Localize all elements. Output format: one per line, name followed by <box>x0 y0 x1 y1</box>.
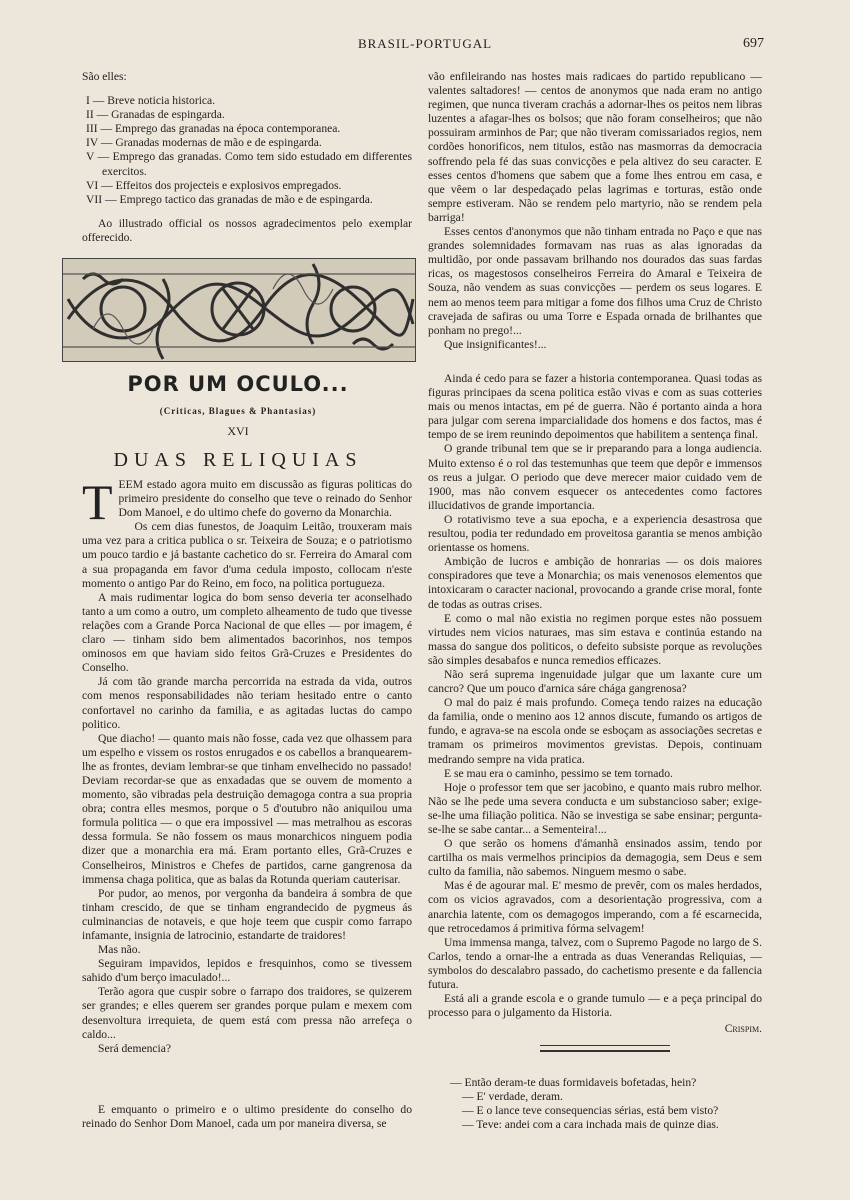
article-number: XVI <box>227 424 249 438</box>
article-paragraph: Terão agora que cuspir sobre o farrapo dos traidores, se quizerem ser grandes; e elles querem ser grandes porque pulam e mexem com desenvoltura irrequieta, de quem está com pressa não arrefeça o caldo... <box>82 985 412 1041</box>
article-paragraph: Mas não. <box>98 943 141 957</box>
separator-rule <box>540 1050 670 1052</box>
joke-line: — Teve: andei com a cara inchada mais de quinze dias. <box>462 1118 719 1132</box>
article-paragraph: Ainda é cedo para se fazer a historia contemporanea. Quasi todas as figuras principaes da scena politica estão vivas e com as suas cotteries mais ou menos intactas, em pé de guerra. Não é portanto ainda a hora para julgar com serena imparcialidade dos homens e dos factos, mas é tempo de se irem reunindo depoimentos que habilitem a sentença final. <box>428 372 762 442</box>
article-paragraph: O que serão os homens d'ámanhã ensinados assim, tendo por cartilha os mais vermelhos principios da demagogia, sem Deus e sem culto da familia, não sabemos. Ninguem mesmo o sabe. <box>428 837 762 879</box>
joke-line: — Então deram-te duas formidaveis bofetadas, hein? <box>450 1076 697 1089</box>
article-paragraph: Não será suprema ingenuidade julgar que um laxante cure um cancro? Que um pouco d'arnica sáre chága gangrenosa? <box>428 667 762 696</box>
ornament-banner <box>62 258 416 362</box>
contents-item: IV — Granadas modernas de mão e de espingarda. <box>86 136 322 150</box>
article-paragraph: Uma immensa manga, talvez, com o Supremo Pagode no largo de S. Carlos, tendo a ornar-lhe a entrada as duas Venerandas Reliquias, — symbolos do descalabro passado, do cachetismo presente e da fallencia futura. <box>428 935 762 992</box>
article-paragraph: Ambição de lucros e ambição de honrarias — os dois maiores conspiradores que teve a Monarchia; os mais venenosos elementos que intoxicaram o caracter nacional, provocando a grande crise moral, fonte de todas as outras crises. <box>428 555 762 611</box>
article-paragraph: Por pudor, ao menos, por vergonha da bandeira á sombra de que tinham crescido, de que se tinham engrandecido de pygmeus ás culminancias de notaveis, e que hoje teem que cuspir como farrapo infamante, insignia de latrocinio, estandarte de traidores! <box>82 886 412 942</box>
drop-cap: T <box>82 474 113 530</box>
article-paragraph: Que insignificantes!... <box>444 337 547 351</box>
contents-item: I — Breve noticia historica. <box>86 94 216 108</box>
joke-line: — E' verdade, deram. <box>462 1090 563 1104</box>
journal-title: BRASIL-PORTUGAL <box>357 36 493 51</box>
article-paragraph: Já com tão grande marcha percorrida na estrada da vida, outros com menos responsabilidades não teriam hesitado entre o canto confortavel no carinho da familia, e as agitadas luctas do campo politico. <box>82 675 412 731</box>
article-paragraph: Os cem dias funestos, de Joaquim Leitão, trouxeram mais uma vez para a critica publica o sr. Teixeira de Souza; e o patriotismo um pouco tardio e já bastante cachetico do sr. Ferreira do Amaral com a sua propaganda em favor d'uma cedula imposto, collocam n'este momento o antigo Par do Reino, em foco, na politica portugueza. <box>82 520 412 590</box>
foliage-ornament-icon <box>63 259 415 361</box>
article-paragraph: Que diacho! — quanto mais não fosse, cada vez que olhassem para um espelho e vissem os rostos enrugados e os cabellos a branquearem-lhe as frontes, deviam lembrar-se que tinham envelhecido no passado! Deviam recordar-se que as enxadadas que se ouvem de momento a momento, são vibradas pela destruição demagoga contra a sua propria obra; contra elles mesmos, porque o 5 d'outubro não aniquilou uma formula politica — o que era impossivel — mas metralhou as escoras dessa formula. Se não fossem os maus monarchicos ninguem podia dizer que a monarchia era má. Eram portanto elles, Grã-Cruzes e Conselheiros, Ministros e Chefes de partidos, carne gangrenosa da immensa chaga politica, que as balas da Rotunda queriam cauterisar. <box>82 731 412 886</box>
article-paragraph: O rotativismo teve a sua epocha, e a experiencia desastrosa que resultou, podia ter redundado em proveitosa garantia se menos ambição orientasse os homens. <box>428 512 762 555</box>
first-paragraph: TEEM estado agora muito em discussão as figuras politicas do primeiro presidente do conselho que teve o reinado do Senhor Dom Manoel, e do ultimo chefe do governo da Monarchia. <box>82 474 412 530</box>
thanks-text: Ao illustrado official os nossos agradecimentos pelo exemplar offerecido. <box>82 216 412 244</box>
article-paragraph: A mais rudimentar logica do bom senso deveria ter aconselhado tanto a um como a outro, um completo alheamento de tudo que tivesse relações com a Grande Porca Nacional de que elles — por imagem, é claro — tinham sido bem alimentados bacorinhos, nos tempos ominosos em que haviam sido feitos Grã-Cruzes e Presidentes do Conselho. <box>82 590 412 675</box>
article-right-column <box>428 372 762 1020</box>
section-subheading: (Criticas, Blagues & Phantasias) <box>159 406 317 416</box>
article-left-column <box>82 474 412 1056</box>
book-contents-block <box>82 70 412 245</box>
article-paragraph: Está ali a grande escola e o grande tumulo — e a peça principal do processo para o julgamento da Historia. <box>428 992 762 1020</box>
article-title: DUAS RELIQUIAS <box>113 449 363 471</box>
section-heading: POR UM OCULO... <box>127 372 349 396</box>
article-paragraph: O mal do paiz é mais profundo. Começa tendo raizes na educação da familia, onde o menino aos 12 annos discute, fumando os artigos de fundo, e agrava-se na escola onde se esboçam as associações secretas e tramam os primeiros movimentos grevistas. Depois, continuam medrando sempre na vida pratica. <box>428 696 762 766</box>
joke-line: — E o lance teve consequencias sérias, está bem visto? <box>462 1104 719 1118</box>
separator-rule <box>540 1045 670 1046</box>
contents-item: VII — Emprego tactico das granadas de mão e de espingarda. <box>86 192 373 206</box>
article-paragraph: O grande tribunal tem que se ir preparando para a longa audiencia. Muito extenso é o rol das testemunhas que teem que depôr e immensos os reus a julgar. O periodo que deve merecer maior cuidado vem de 1900, mas não convem esquecer os antecedentes como factores illucidativos de grande importancia. <box>428 442 762 512</box>
page-header <box>0 36 850 56</box>
article-paragraph: Será demencia? <box>98 1041 172 1055</box>
page-number: 697 <box>743 36 764 51</box>
article-paragraph: Esses centos d'anonymos que não tinham entrada no Paço e que nas grandes solemnidades formavam nas ruas as alas ignoradas da multidão, por onde passavam brilhando nos dourados das suas fardas ricas, os magestosos conselheiros Ferreira do Amaral e Teixeira de Souza, não vendem as suas convicções — perdem os seus logares. E nem ao menos teem para mitigar a fome dos filhos uma Cruz de Christo cravejada de safiras ou uma Torre e Espada ornada de brilhantes que ponham no prego!... <box>428 225 762 337</box>
article-paragraph: E como o mal não existia no regimen porque estes não possuem virtudes nem vicios naturaes, mas sim estava e continúa estando na massa do sangue dos politicos, o defeito subsiste porque as revoluções são simples desabafos e nunca remedios efficazes. <box>428 611 762 667</box>
article-right-top <box>428 70 762 352</box>
contents-item: III — Emprego das granadas na época contemporanea. <box>86 122 341 136</box>
intro-text: São elles: <box>82 70 127 83</box>
article-paragraph: Hoje o professor tem que ser jacobino, e quanto mais rubro melhor. Não se lhe pede uma severa conducta e um substancioso saber; exige-se-lhe uma filiação politica. Não se investiga se sabe ensinar; pergunta-se-lhe se sabe cantar... a Sementeira!... <box>428 780 762 836</box>
article-paragraph: E emquanto o primeiro e o ultimo presidente do conselho do reinado do Senhor Dom Manoel, cada um por maneira diversa, se <box>82 1103 412 1131</box>
article-paragraph: E se mau era o caminho, pessimo se tem tornado. <box>444 766 673 780</box>
contents-item: VI — Effeitos dos projecteis e explosivos empregados. <box>86 178 342 192</box>
contents-item: V — Emprego das granadas. Como tem sido estudado em differentes exercitos. <box>86 150 412 178</box>
article-paragraph: Mas é de agourar mal. E' mesmo de prevêr, com os males herdados, com os vicios agravados, com a desorientação progressiva, com a anarchia latente, com os demagogos imperando, com a fé escarnecida, que retrocedamos á primitiva fórma selvagem! <box>428 879 762 935</box>
article-left-bottom <box>82 1103 412 1131</box>
article-paragraph: vão enfileirando nas hostes mais radicaes do partido republicano — valentes saltadores! — centos de anonymos que nada eram no antigo regimen, que nunca tiveram crachás a adornar-lhes os peitos nem libras luzentes a afagar-lhes os bolsos; que não foram conselheiros; que não possuiram arminhos de Par; que não tiveram comissariados regios, nem cordões honorificos, nem titulos, estão nas masmorras da democracia soffrendo pela fé das suas convicções e pela altivez do seu caracter. E esses centos d'homens que sabem que a fome lhes entrou em casa, e que vêem o lar despedaçado pelas lagrimas e torturas, estão onde sempre estiveram. Não se rendem pelo martyrio, não se rendem pela barriga! <box>428 70 762 224</box>
signature: Crispim. <box>724 1022 762 1035</box>
joke-dialogue <box>450 1076 770 1132</box>
contents-item: II — Granadas de espingarda. <box>86 108 225 122</box>
article-paragraph: Seguiram impavidos, lepidos e fresquinhos, como se tivessem sahido d'um berço imaculado!... <box>82 957 412 985</box>
